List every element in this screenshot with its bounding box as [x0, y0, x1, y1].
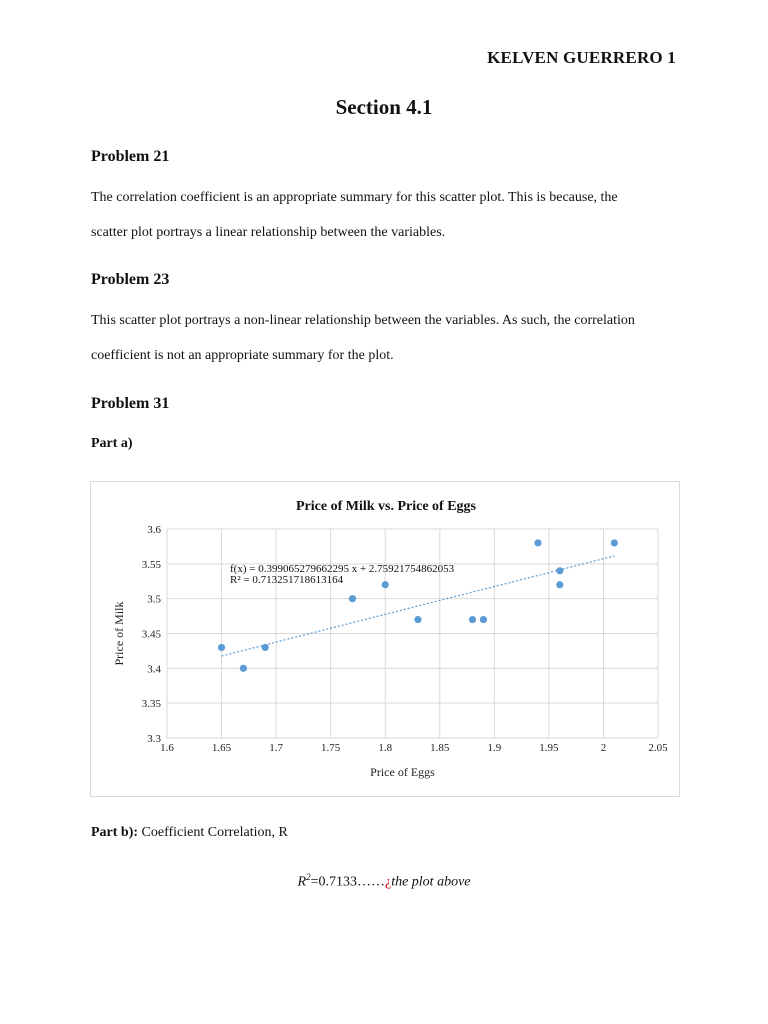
y-tick-label: 3.55 [141, 558, 161, 571]
problem-21-line-2: scatter plot portrays a linear relationship between the variables. [91, 225, 446, 240]
x-tick-label: 1.75 [321, 742, 341, 754]
data-point [240, 665, 247, 672]
x-tick-label: 1.6 [160, 742, 174, 754]
eq-mark: ¿ [384, 874, 392, 890]
data-point [556, 581, 563, 588]
eq-tail: the plot above [391, 874, 471, 890]
trendline-r2: R² = 0.713251718613164 [230, 574, 344, 586]
part-b-label: Part b): [91, 825, 139, 840]
eq-sup: 2 [306, 872, 311, 882]
problem-31-heading: Problem 31 [91, 395, 170, 412]
y-tick-label: 3.35 [141, 698, 161, 711]
problem-21-line-1: The correlation coefficient is an appropriate summary for this scatter plot. This is because, the [91, 190, 618, 205]
data-point [349, 595, 356, 602]
problem-23-line-2: coefficient is not an appropriate summary for the plot. [91, 348, 394, 363]
data-point [480, 616, 487, 623]
x-tick-label: 1.65 [211, 742, 232, 754]
problem-21-heading: Problem 21 [91, 148, 170, 165]
running-head: KELVEN GUERRERO 1 [487, 48, 676, 67]
part-b-text: Coefficient Correlation, R [141, 825, 288, 840]
part-a-label: Part a) [91, 436, 133, 451]
y-tick-label: 3.45 [141, 628, 161, 641]
x-axis-label: Price of Eggs [370, 765, 435, 779]
x-tick-label: 2.05 [648, 742, 668, 754]
scatter-chart [90, 481, 680, 797]
chart-svg [91, 482, 681, 798]
x-tick-label: 1.8 [378, 742, 393, 754]
y-tick-label: 3.3 [147, 733, 161, 745]
y-tick-label: 3.6 [147, 524, 161, 536]
data-point [382, 581, 389, 588]
x-tick-label: 1.95 [539, 742, 559, 754]
data-point [262, 644, 269, 651]
problem-23-text [91, 303, 691, 373]
eq-lhs: R [297, 874, 307, 890]
y-axis-label: Price of Milk [112, 601, 126, 666]
x-tick-label: 1.9 [487, 742, 502, 754]
data-point [534, 539, 541, 546]
problem-23-heading: Problem 23 [91, 271, 170, 288]
chart-title: Price of Milk vs. Price of Eggs [295, 499, 477, 514]
x-tick-label: 2 [600, 742, 607, 754]
x-tick-label: 1.7 [269, 742, 283, 754]
data-point [556, 567, 563, 574]
part-b [91, 825, 288, 841]
section-title: Section 4.1 [335, 95, 433, 119]
problem-23-line-1: This scatter plot portrays a non-linear relationship between the variables. As such, the correlation [91, 313, 635, 328]
y-tick-label: 3.4 [147, 663, 161, 676]
x-tick-label: 1.85 [430, 742, 450, 754]
eq-rhs: =0.7133…… [310, 874, 385, 890]
data-point [611, 539, 618, 546]
data-point [469, 616, 476, 623]
problem-21-text [91, 180, 691, 250]
data-point [218, 644, 225, 651]
data-point [414, 616, 421, 623]
y-tick-label: 3.5 [147, 593, 161, 606]
r-squared-equation [0, 872, 768, 891]
trendline-equation: f(x) = 0.399065279662295 x + 2.75921754862053 [230, 563, 455, 575]
